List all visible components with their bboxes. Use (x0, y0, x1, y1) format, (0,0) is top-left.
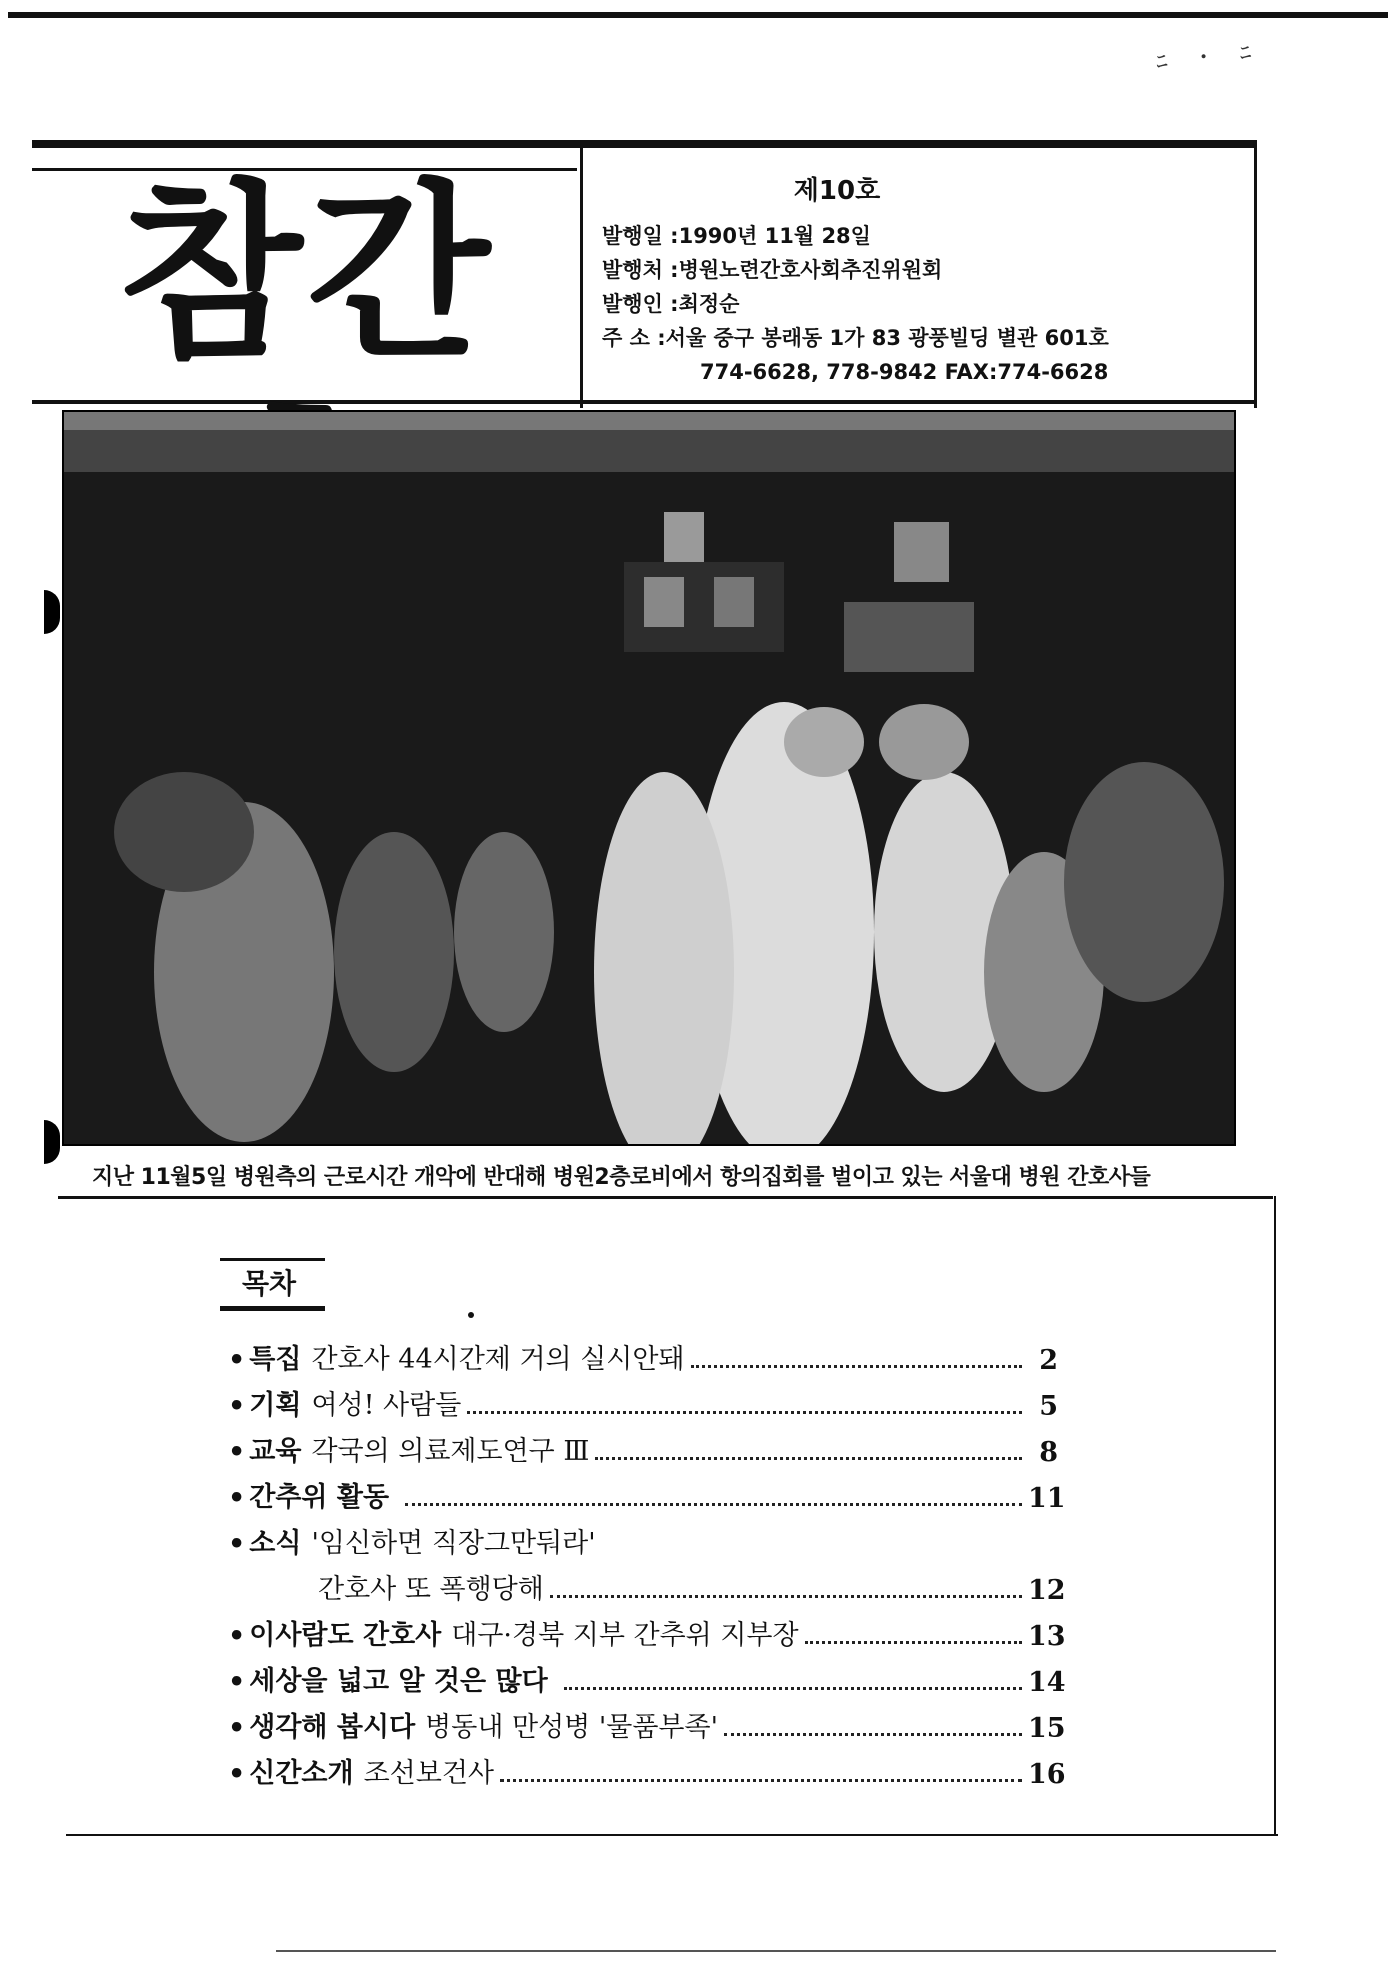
toc-item[interactable]: • 교육 각국의 의료제도연구 Ⅲ 8 (228, 1436, 1058, 1468)
cover-photo-image (64, 412, 1234, 1144)
toc-item[interactable]: • 이사람도 간호사 대구·경북 지부 간추위 지부장 13 (228, 1620, 1066, 1652)
toc-page-number: 14 (1028, 1667, 1066, 1698)
bottom-rule (66, 1834, 1278, 1836)
toc-page-number: 5 (1039, 1391, 1058, 1422)
page-right-border (1274, 1196, 1276, 1836)
punch-hole-mark (44, 1120, 60, 1164)
footer-rule (276, 1950, 1276, 1952)
toc-item[interactable]: • 기획 여성! 사람들 5 (228, 1390, 1058, 1422)
masthead-divider (580, 140, 583, 408)
toc-page-number: 13 (1028, 1621, 1066, 1652)
masthead-rule (32, 140, 1257, 148)
info-row-issuer: 발행인 :최정순 (602, 292, 740, 316)
toc-page-number: 16 (1028, 1759, 1066, 1790)
issue-number: 제10호 (793, 176, 881, 206)
masthead-right-border (1254, 140, 1257, 408)
info-row-date: 발행일 :1990년 11월 28일 (602, 224, 871, 248)
info-row-address: 주 소 :서울 중구 봉래동 1가 83 광풍빌딩 별관 601호 (602, 326, 1109, 350)
toc-item[interactable]: • 신간소개 조선보건사 16 (228, 1758, 1066, 1790)
info-row-phone: 774-6628, 778-9842 FAX:774-6628 (700, 360, 1109, 384)
table-of-contents (228, 1330, 1066, 1790)
publication-info (602, 170, 1242, 389)
toc-heading: 목차 (220, 1258, 325, 1311)
handwritten-mark: ﾆ ･ ﾆ (1155, 39, 1265, 76)
newsletter-title: 참간 (118, 163, 495, 384)
toc-page-number: 12 (1028, 1575, 1066, 1606)
toc-item[interactable]: 간호사 또 폭행당해 12 (318, 1574, 1066, 1606)
masthead (32, 140, 1257, 402)
toc-page-number: 8 (1039, 1437, 1058, 1468)
caption-rule (58, 1196, 1273, 1199)
stray-dot (468, 1312, 474, 1318)
toc-page-number: 2 (1039, 1345, 1058, 1376)
toc-page-number: 15 (1028, 1713, 1066, 1744)
cover-photo (62, 410, 1236, 1146)
toc-item[interactable]: • 소식 '임신하면 직장그만둬라' (228, 1528, 596, 1560)
toc-item[interactable]: • 세상을 넓고 알 것은 많다 14 (228, 1666, 1066, 1698)
toc-item[interactable]: • 간추위 활동 11 (228, 1482, 1066, 1514)
punch-hole-mark (44, 590, 60, 634)
toc-page-number: 11 (1028, 1483, 1066, 1514)
info-row-publisher: 발행처 :병원노련간호사회추진위원회 (602, 258, 943, 282)
photo-caption: 지난 11월5일 병원측의 근로시간 개악에 반대해 병원2층로비에서 항의집회를 벌이고 있는 서울대 병원 간호사들 (92, 1165, 1151, 1190)
top-border (8, 12, 1388, 18)
toc-item[interactable]: • 생각해 봅시다 병동내 만성병 '물품부족' 15 (228, 1712, 1066, 1744)
toc-item[interactable]: • 특집 간호사 44시간제 거의 실시안돼 2 (228, 1344, 1058, 1376)
